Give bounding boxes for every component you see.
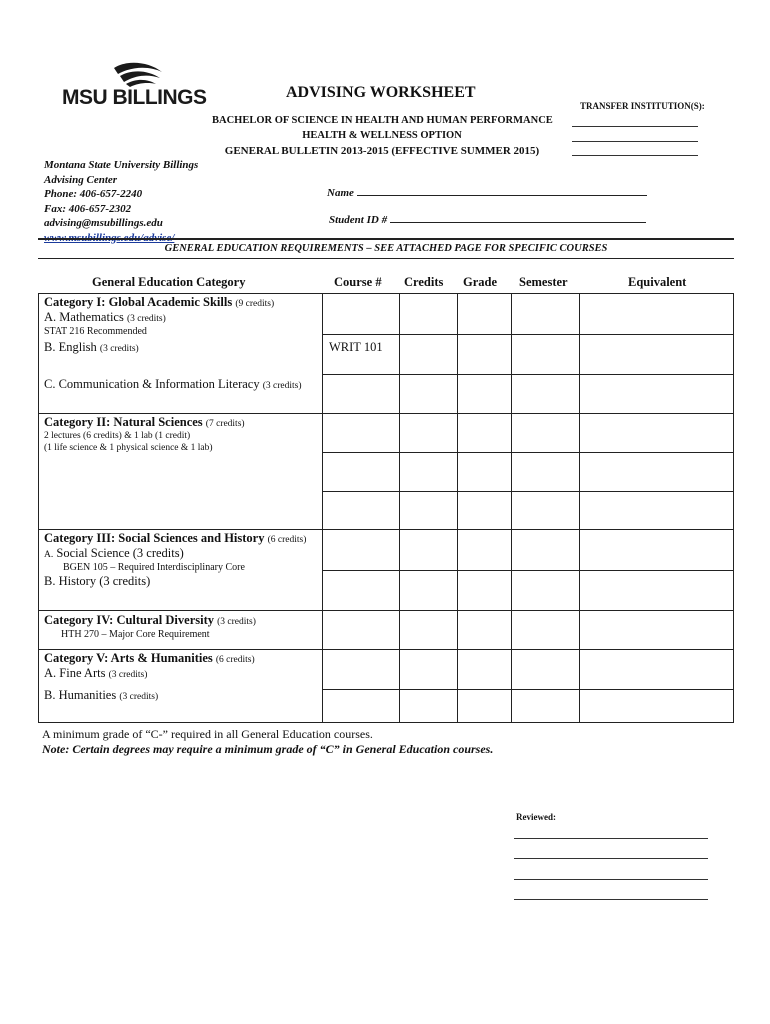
- row-divider: [322, 491, 733, 492]
- office-name: Advising Center: [44, 173, 118, 186]
- transfer-line-3[interactable]: [572, 155, 698, 156]
- gen-ed-table: [38, 293, 734, 723]
- cat1-c-row: [44, 378, 301, 393]
- col-header-category: General Education Category: [92, 275, 246, 289]
- cat5-heading: [44, 652, 255, 667]
- cat4-credits: (3 credits): [217, 617, 256, 627]
- logo-swoosh-icon: [112, 62, 164, 88]
- banner-divider: [38, 258, 734, 259]
- row-divider: [39, 529, 733, 530]
- col-divider: [511, 294, 512, 722]
- cat1-title: Category I: Global Academic Skills: [44, 295, 233, 309]
- cat3-a-row: [44, 547, 184, 562]
- cat1-b-credits: (3 credits): [99, 344, 139, 354]
- cat1-a-label: A. Mathematics: [44, 310, 124, 324]
- col-divider: [579, 294, 580, 722]
- msu-billings-logo: [62, 62, 212, 112]
- top-divider: [38, 238, 734, 240]
- min-grade-note: A minimum grade of “C-” required in all General Education courses.: [42, 727, 373, 741]
- cat3-b-label: B. History (3 credits): [44, 574, 151, 588]
- col-divider: [322, 294, 323, 722]
- col-divider: [399, 294, 400, 722]
- fax-number: Fax: 406-657-2302: [44, 202, 132, 215]
- degree-title: BACHELOR OF SCIENCE IN HEALTH AND HUMAN PERFORMANCE: [212, 115, 553, 126]
- phone-number: Phone: 406-657-2240: [44, 188, 143, 200]
- transfer-line-1[interactable]: [572, 126, 698, 127]
- col-header-equivalent: Equivalent: [628, 275, 687, 289]
- cat1-heading: [44, 296, 274, 311]
- cat1-b-row: [44, 341, 139, 356]
- reviewed-line-2[interactable]: [514, 858, 708, 859]
- row-divider: [322, 689, 733, 690]
- cat2-heading: [44, 416, 245, 431]
- cat3-a-note: BGEN 105 – Required Interdisciplinary Core: [63, 562, 245, 573]
- student-id-line[interactable]: [390, 212, 646, 223]
- cat2-credits: (7 credits): [205, 419, 245, 429]
- name-field[interactable]: [327, 185, 647, 199]
- col-header-grade: Grade: [463, 275, 498, 289]
- degree-grade-note: Note: Certain degrees may require a minimum grade of “C” in General Education courses.: [42, 742, 494, 756]
- cat3-a-prefix: A.: [44, 550, 54, 560]
- cat3-a-label: Social Science (3 credits): [56, 546, 184, 560]
- row-divider: [322, 374, 733, 375]
- cat3-credits: (6 credits): [267, 535, 307, 545]
- col-header-semester: Semester: [519, 275, 568, 289]
- logo-wordmark: MSU BILLINGS: [62, 86, 207, 109]
- option-title: HEALTH & WELLNESS OPTION: [302, 130, 462, 141]
- cat5-b-row: [44, 689, 158, 704]
- row-divider: [322, 452, 733, 453]
- contact-block: [44, 158, 198, 245]
- cat1-credits: (9 credits): [235, 299, 275, 309]
- cat5-title: Category V: Arts & Humanities: [44, 651, 213, 665]
- cat5-b-label: B. Humanities: [44, 688, 117, 702]
- transfer-institutions-label: TRANSFER INSTITUTION(S):: [580, 101, 705, 111]
- row-divider: [39, 413, 733, 414]
- cat3-heading: [44, 532, 306, 547]
- student-id-field[interactable]: [329, 212, 646, 226]
- cat1-a-row: [44, 311, 166, 326]
- university-name: Montana State University Billings: [44, 159, 199, 171]
- cat2-note-2: (1 life science & 1 physical science & 1 lab): [44, 443, 213, 453]
- cat1-c-label: C. Communication & Information Literacy: [44, 377, 260, 391]
- bulletin-title: GENERAL BULLETIN 2013-2015 (EFFECTIVE SUMMER 2015): [224, 145, 540, 157]
- cat4-title: Category IV: Cultural Diversity: [44, 613, 215, 627]
- cat4-heading: [44, 614, 256, 629]
- col-header-course: Course #: [334, 275, 382, 289]
- name-label: Name: [327, 187, 354, 199]
- transfer-line-2[interactable]: [572, 141, 698, 142]
- reviewed-line-3[interactable]: [514, 879, 708, 880]
- gen-ed-banner: GENERAL EDUCATION REQUIREMENTS – SEE ATTACHED PAGE FOR SPECIFIC COURSES: [164, 243, 608, 254]
- col-divider: [457, 294, 458, 722]
- row-divider: [39, 649, 733, 650]
- reviewed-line-4[interactable]: [514, 899, 708, 900]
- reviewed-label: Reviewed:: [516, 812, 556, 822]
- cat1-b-label: B. English: [44, 340, 97, 354]
- student-id-label: Student ID #: [329, 214, 388, 226]
- website-link[interactable]: www.msubillings.edu/advise/: [44, 231, 175, 244]
- page-title: ADVISING WORKSHEET: [286, 84, 476, 101]
- reviewed-line-1[interactable]: [514, 838, 708, 839]
- name-line[interactable]: [357, 185, 647, 196]
- row-divider: [322, 570, 733, 571]
- cat1-a-credits: (3 credits): [126, 314, 166, 324]
- cat4-note: HTH 270 – Major Core Requirement: [61, 629, 210, 640]
- cat3-title: Category III: Social Sciences and History: [44, 531, 265, 545]
- cat2-note-1: 2 lectures (6 credits) & 1 lab (1 credit): [44, 431, 191, 441]
- cat2-title: Category II: Natural Sciences: [44, 415, 203, 429]
- cat5-a-row: [44, 667, 147, 682]
- cat5-b-credits: (3 credits): [119, 692, 159, 702]
- row-divider: [322, 334, 733, 335]
- col-header-credits: Credits: [404, 275, 444, 289]
- cat5-a-credits: (3 credits): [108, 670, 148, 680]
- email-address: advising@msubillings.edu: [44, 217, 163, 229]
- cat1-c-credits: (3 credits): [262, 381, 302, 391]
- cat1-a-note: STAT 216 Recommended: [44, 326, 147, 337]
- cat1-b-course: WRIT 101: [329, 340, 383, 354]
- row-divider: [39, 610, 733, 611]
- cat5-credits: (6 credits): [215, 655, 255, 665]
- cat5-a-label: A. Fine Arts: [44, 666, 106, 680]
